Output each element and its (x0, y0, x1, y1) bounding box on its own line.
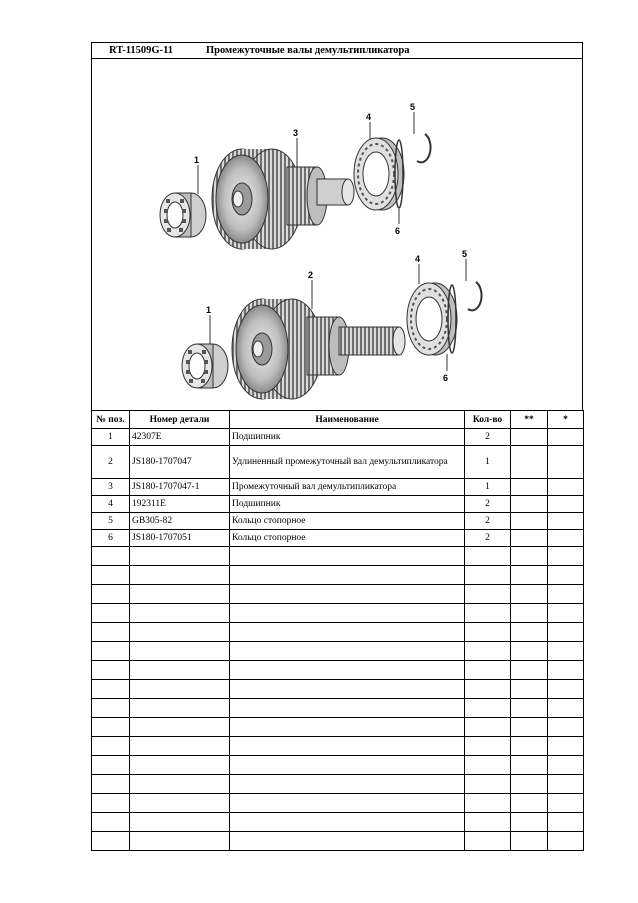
empty-table-row (92, 680, 584, 699)
empty-table-row (92, 547, 584, 566)
cell-star (548, 479, 584, 496)
empty-cell (548, 547, 584, 566)
empty-cell (511, 585, 548, 604)
empty-cell (92, 832, 130, 851)
snap-ring-5-bottom (468, 282, 482, 310)
empty-cell (465, 680, 511, 699)
cell-pos: 4 (92, 496, 130, 513)
empty-cell (511, 680, 548, 699)
empty-cell (511, 604, 548, 623)
table-row (92, 479, 584, 496)
empty-cell (92, 718, 130, 737)
table-row (92, 446, 584, 479)
empty-cell (465, 642, 511, 661)
empty-cell (130, 547, 230, 566)
sheet-header (91, 42, 583, 59)
cell-qty: 1 (465, 479, 511, 496)
empty-cell (511, 718, 548, 737)
cell-part-number: JS180-1707047 (130, 446, 230, 479)
empty-cell (511, 756, 548, 775)
cell-part-number: JS180-1707051 (130, 530, 230, 547)
empty-table-row (92, 699, 584, 718)
empty-cell (230, 832, 465, 851)
cell-qty: 2 (465, 429, 511, 446)
empty-cell (230, 661, 465, 680)
empty-cell (92, 813, 130, 832)
empty-cell (548, 680, 584, 699)
col-header-double-star: ** (511, 411, 548, 429)
empty-cell (130, 642, 230, 661)
empty-cell (230, 547, 465, 566)
callout-bottom-1: 1 (206, 305, 212, 315)
cell-star (548, 496, 584, 513)
cell-name: Кольцо стопорное (230, 530, 465, 547)
empty-cell (230, 756, 465, 775)
gear-3-top (212, 149, 354, 249)
empty-table-row (92, 775, 584, 794)
col-header-qty: Кол-во (465, 411, 511, 429)
empty-cell (465, 604, 511, 623)
empty-cell (130, 775, 230, 794)
empty-table-row (92, 566, 584, 585)
empty-cell (92, 623, 130, 642)
empty-cell (465, 718, 511, 737)
empty-table-row (92, 604, 584, 623)
empty-table-row (92, 718, 584, 737)
empty-cell (130, 680, 230, 699)
empty-cell (130, 832, 230, 851)
empty-cell (548, 585, 584, 604)
callout-top-6: 6 (395, 226, 401, 236)
empty-cell (92, 642, 130, 661)
empty-cell (92, 661, 130, 680)
cell-name: Промежуточный вал демультипликатора (230, 479, 465, 496)
empty-cell (230, 680, 465, 699)
empty-cell (130, 585, 230, 604)
empty-table-row (92, 813, 584, 832)
table-row (92, 496, 584, 513)
empty-cell (511, 661, 548, 680)
empty-cell (230, 699, 465, 718)
empty-cell (511, 775, 548, 794)
callout-top-4: 4 (366, 112, 372, 122)
empty-cell (92, 756, 130, 775)
empty-cell (230, 737, 465, 756)
empty-cell (92, 794, 130, 813)
cell-qty: 2 (465, 530, 511, 547)
cell-double-star (511, 429, 548, 446)
empty-cell (548, 699, 584, 718)
parts-sheet (91, 42, 583, 851)
empty-cell (465, 585, 511, 604)
callout-bottom-2: 2 (308, 270, 314, 280)
col-header-star: * (548, 411, 584, 429)
callout-top-1: 1 (194, 155, 200, 165)
gear-shafts-illustration (92, 59, 582, 410)
empty-cell (130, 756, 230, 775)
empty-cell (511, 642, 548, 661)
cell-qty: 2 (465, 496, 511, 513)
empty-cell (548, 623, 584, 642)
empty-cell (465, 756, 511, 775)
table-row (92, 429, 584, 446)
empty-cell (130, 661, 230, 680)
snap-ring-5-top (417, 134, 431, 162)
col-header-part: Номер детали (130, 411, 230, 429)
cell-pos: 2 (92, 446, 130, 479)
cell-pos: 5 (92, 513, 130, 530)
empty-cell (130, 699, 230, 718)
empty-table-row (92, 832, 584, 851)
callout-bottom-6: 6 (443, 373, 449, 383)
empty-cell (230, 642, 465, 661)
empty-table-row (92, 794, 584, 813)
cell-part-number: JS180-1707047-1 (130, 479, 230, 496)
empty-cell (465, 775, 511, 794)
top-assembly (160, 102, 431, 249)
cell-qty: 1 (465, 446, 511, 479)
empty-cell (511, 794, 548, 813)
empty-table-row (92, 623, 584, 642)
empty-cell (92, 566, 130, 585)
gear-2-bottom (232, 299, 405, 399)
empty-cell (465, 794, 511, 813)
empty-cell (230, 813, 465, 832)
col-header-pos: № поз. (92, 411, 130, 429)
cell-star (548, 530, 584, 547)
empty-cell (465, 737, 511, 756)
empty-cell (465, 699, 511, 718)
empty-cell (465, 623, 511, 642)
empty-cell (92, 775, 130, 794)
empty-cell (548, 642, 584, 661)
empty-cell (548, 566, 584, 585)
empty-cell (230, 585, 465, 604)
cell-double-star (511, 446, 548, 479)
empty-cell (230, 794, 465, 813)
empty-cell (130, 718, 230, 737)
callout-top-3: 3 (293, 128, 299, 138)
empty-cell (92, 737, 130, 756)
empty-cell (465, 547, 511, 566)
empty-cell (230, 604, 465, 623)
empty-cell (548, 718, 584, 737)
empty-cell (548, 813, 584, 832)
empty-cell (511, 832, 548, 851)
cell-pos: 1 (92, 429, 130, 446)
cell-star (548, 429, 584, 446)
empty-table-row (92, 737, 584, 756)
empty-cell (130, 813, 230, 832)
empty-cell (130, 566, 230, 585)
empty-cell (511, 699, 548, 718)
empty-cell (92, 604, 130, 623)
cell-star (548, 446, 584, 479)
empty-cell (548, 775, 584, 794)
empty-cell (92, 585, 130, 604)
empty-cell (548, 756, 584, 775)
cell-part-number: 42307E (130, 429, 230, 446)
empty-table-row (92, 642, 584, 661)
page-title: Промежуточные валы демультипликатора (206, 45, 410, 56)
empty-cell (230, 718, 465, 737)
empty-cell (130, 794, 230, 813)
cell-double-star (511, 513, 548, 530)
cell-name: Удлиненный промежуточный вал демультипликатора (230, 446, 465, 479)
empty-table-row (92, 756, 584, 775)
empty-cell (511, 566, 548, 585)
empty-cell (548, 661, 584, 680)
cell-name: Подшипник (230, 429, 465, 446)
callout-bottom-5: 5 (462, 249, 468, 259)
cell-part-number: GB305-82 (130, 513, 230, 530)
bearing-1-bottom (182, 344, 228, 388)
cell-double-star (511, 479, 548, 496)
empty-cell (130, 737, 230, 756)
bearing-1-top (160, 193, 206, 237)
bottom-assembly (182, 249, 482, 399)
exploded-diagram (91, 59, 583, 410)
table-header-row (92, 411, 584, 429)
col-header-name: Наименование (230, 411, 465, 429)
empty-cell (548, 794, 584, 813)
cell-star (548, 513, 584, 530)
cell-pos: 6 (92, 530, 130, 547)
empty-cell (511, 547, 548, 566)
cell-name: Подшипник (230, 496, 465, 513)
parts-table (91, 410, 584, 851)
cell-name: Кольцо стопорное (230, 513, 465, 530)
cell-double-star (511, 530, 548, 547)
callout-top-5: 5 (410, 102, 416, 112)
empty-cell (465, 832, 511, 851)
empty-cell (465, 813, 511, 832)
cell-double-star (511, 496, 548, 513)
table-row (92, 513, 584, 530)
cell-part-number: 192311E (130, 496, 230, 513)
cell-qty: 2 (465, 513, 511, 530)
empty-cell (92, 680, 130, 699)
callout-bottom-4: 4 (415, 254, 421, 264)
part-code: RT-11509G-11 (109, 45, 174, 56)
empty-cell (548, 832, 584, 851)
empty-cell (465, 566, 511, 585)
empty-cell (92, 547, 130, 566)
empty-cell (511, 623, 548, 642)
empty-cell (230, 566, 465, 585)
empty-cell (230, 623, 465, 642)
empty-cell (230, 775, 465, 794)
empty-cell (465, 661, 511, 680)
empty-table-row (92, 661, 584, 680)
cell-pos: 3 (92, 479, 130, 496)
empty-cell (511, 813, 548, 832)
empty-table-row (92, 585, 584, 604)
table-row (92, 530, 584, 547)
empty-cell (548, 737, 584, 756)
empty-cell (130, 623, 230, 642)
empty-cell (548, 604, 584, 623)
empty-cell (130, 604, 230, 623)
empty-cell (92, 699, 130, 718)
empty-cell (511, 737, 548, 756)
